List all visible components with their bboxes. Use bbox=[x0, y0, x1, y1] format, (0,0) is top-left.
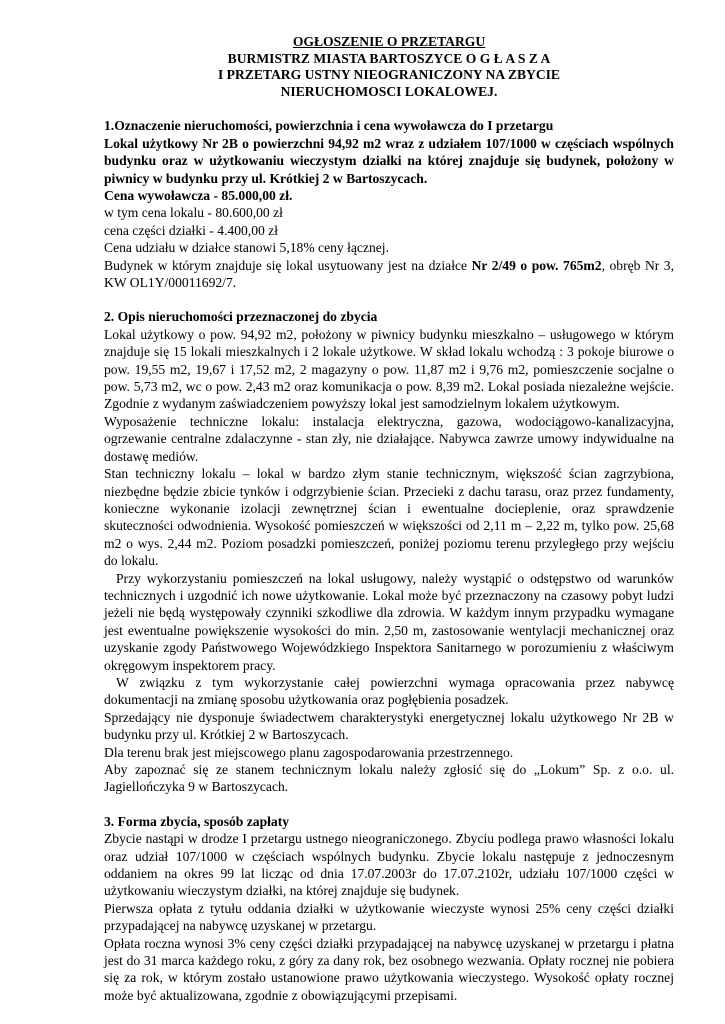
price-plot: cena części działki - 4.400,00 zł bbox=[104, 222, 278, 238]
header-title: OGŁOSZENIE O PRZETARGU bbox=[292, 34, 486, 49]
section-1 bbox=[104, 117, 674, 291]
section-2-paragraph: Stan techniczny lokalu – lokal w bardzo złym stanie technicznym, większość ścian zagrzybiona, niezbędne będzie zbicie tynków i odgrzybienie ścian. Przecieki z dachu tarasu, oraz przez fundamenty, konieczne wykonanie izolacji zewnętrznej ścian i ewentualne docieplenie, oraz sprawdzenie skuteczności odwodnienia. Wysokość pomieszczeń w większości od 2,11 m – 2,22 m, tylko pow. 25,68 m2 o wys. 2,44 m2. Poziom posadzki pomieszczeń, poniżej poziomu terenu przyległego przy wejściu do lokalu. bbox=[104, 466, 674, 569]
plot-number: Nr 2/49 o pow. 765m2 bbox=[471, 257, 602, 273]
section-2 bbox=[104, 308, 674, 795]
section-2-paragraph: Aby zapoznać się ze stanem technicznym lokalu należy zgłosić się do „Lokum” Sp. z o.o. ul. Jagiellończyka 9 w Bartoszycach. bbox=[104, 762, 674, 795]
section-1-heading: 1.Oznaczenie nieruchomości, powierzchnia i cena wywoławcza do I przetargu bbox=[104, 118, 554, 134]
section-2-paragraph: Sprzedający nie dysponuje świadectwem charakterystyki energetycznej lokalu użytkowego Nr 2B w budynku przy ul. Krótkiej 2 w Bartoszycach. bbox=[104, 709, 674, 743]
section-3-heading: 3. Forma zbycia, sposób zapłaty bbox=[104, 813, 290, 829]
document-page bbox=[104, 34, 674, 1004]
price-local: w tym cena lokalu - 80.600,00 zł bbox=[104, 205, 283, 221]
header-issuer: BURMISTRZ MIASTA BARTOSZYCE O G Ł A S Z A bbox=[227, 50, 551, 66]
section-2-paragraph: Dla terenu brak jest miejscowego planu zagospodarowania przestrzennego. bbox=[104, 744, 514, 760]
section-3-paragraph: Opłata roczna wynosi 3% ceny części działki przypadającej na nabywcę uzyskanej w przetargu i płatna jest do 31 marca każdego roku, z góry za dany rok, bez osobnego wezwania. Opłaty rocznej nie pobiera się za rok, w którym zostało ustanowione prawo użytkowania wieczystego. Wysokość opłaty rocznej może być aktualizowana, zgodnie z obowiązującymi przepisami. bbox=[104, 935, 674, 1003]
section-2-paragraph: Lokal użytkowy o pow. 94,92 m2, położony w piwnicy budynku mieszkalno – usługowego w którym znajduje się 15 lokali mieszkalnych i 2 lokale użytkowe. W skład lokalu wchodzą : 3 pokoje biurowe o pow. 19,55 m2, 19,67 i 17,52 m2, 2 magazyny o pow. 11,87 m2 i 9,76 m2, pomieszczenie socjalne o pow. 5,73 m2, wc o pow. 2,43 m2 oraz komunikacja o pow. 8,39 m2. Lokal posiada niezależne wejście. Zgodnie z wydanym zaświadczeniem powyższy lokal jest samodzielnym lokalem użytkowym. bbox=[104, 326, 674, 412]
section-1-description: Lokal użytkowy Nr 2B o powierzchni 94,92 m2 wraz z udziałem 107/1000 w częściach wspólnych budynku oraz w użytkowaniu wieczystym działki na której znajduje się budynek, położony w piwnicy w budynku przy ul. Krótkiej 2 w Bartoszycach. bbox=[104, 135, 674, 186]
plot-info: Budynek w którym znajduje się lokal usytuowany jest na działce Nr 2/49 o pow. 765m2, obręb Nr 3, KW OL1Y/00011692/7. bbox=[104, 257, 675, 291]
section-2-heading: 2. Opis nieruchomości przeznaczonej do zbycia bbox=[104, 309, 378, 325]
section-3 bbox=[104, 813, 674, 1004]
starting-price: Cena wywoławcza - 85.000,00 zł. bbox=[104, 188, 293, 203]
section-2-paragraph: Wyposażenie techniczne lokalu: instalacja elektryczna, gazowa, wodociągowo-kanalizacyjna, ogrzewanie centralne zdalaczynne - stan zły, nie działające. Nabywca zawrze umowy indywidualne na dostawę mediów. bbox=[104, 413, 674, 464]
header-subject: NIERUCHOMOSCI LOKALOWEJ. bbox=[280, 83, 498, 99]
header-tender-type: I PRZETARG USTNY NIEOGRANICZONY NA ZBYCIE bbox=[217, 67, 561, 83]
section-2-paragraph: W związku z tym wykorzystanie całej powierzchni wymaga opracowania przez nabywcę dokumentacji na zmianę sposobu użytkowania oraz pogłębienia posadzek. bbox=[104, 674, 674, 708]
section-3-paragraph: Pierwsza opłata z tytułu oddania działki w użytkowanie wieczyste wynosi 25% ceny części działki przypadającej na nabywcę uzyskanej w przetargu. bbox=[104, 900, 674, 934]
section-3-paragraph: Zbycie nastąpi w drodze I przetargu ustnego nieograniczonego. Zbyciu podlega prawo własności lokalu oraz udział 107/1000 w częściach wspólnych budynku. Zbycie lokalu następuje z jednoczesnym oddaniem na okres 99 lat licząc od dnia 17.07.2003r do 17.07.2102r, udziału 107/1000 części w użytkowaniu wieczystym działki, na której znajduje się budynek. bbox=[104, 831, 674, 899]
share-price: Cena udziału w działce stanowi 5,18% ceny łącznej. bbox=[104, 240, 389, 256]
announcement-header bbox=[104, 34, 674, 100]
section-2-paragraph: Przy wykorzystaniu pomieszczeń na lokal usługowy, należy wystąpić o odstępstwo od warunków technicznych i uzgodnić ich nowe użytkowanie. Lokal może być przeznaczony na czasowy pobyt ludzi jeżeli nie będą występowały czynniki szkodliwe dla zdrowia. W każdym innym przypadku wymagane jest ewentualne powiększenie wysokości do min. 2,50 m, zastosowanie wentylacji mechanicznej oraz uzyskanie zgody Państwowego Wojewódzkiego Inspektora Sanitarnego w porozumieniu z właściwym okręgowym inspektorem pracy. bbox=[104, 570, 674, 673]
